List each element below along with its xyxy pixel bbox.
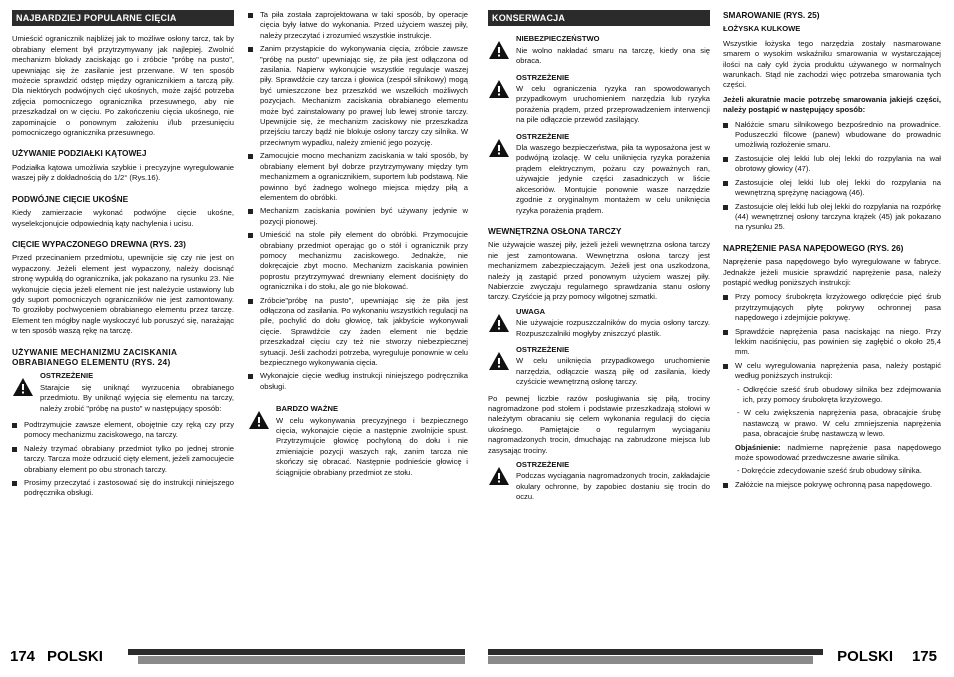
list-item: Zastosujcie olej lekki lub olej lekki do rozpylania na rozpórkę (44) wewnętrznej osłony tarczyna krążek (45) jak pokazano na rysunku 25. <box>723 202 941 233</box>
footer-rule <box>128 649 465 655</box>
square-bullet-icon <box>12 423 17 428</box>
warning-text: Podczas wyciągania nagromadzonych trocin, zakładajcie okulary ochronne, by zapobiec dostaniu się trocin do oczu. <box>516 471 710 502</box>
paragraph-bold: Jeżeli akuratnie macie potrzebę smarowania jakiejś części, należy postąpić w następujący sposób: <box>723 94 941 115</box>
square-bullet-icon <box>723 330 728 335</box>
paragraph: Naprężenie pasa napędowego było wyregulowane w fabryce. Jednakże jeżeli musicie sprawdzić naprężenie pasa, należy postąpić według poniższych instrukcji: <box>723 257 941 287</box>
paragraph: Umieścić ogranicznik najbliżej jak to możliwe osłony tarcz, tak by obrabiany element był przytrzymywany jak najlepiej. Zwolnić mechanizm blokady zaciskając go i zróbcie "próbę na pusto", upewniając się że zasilanie jest przerwane. W ten sposób możecie sprawdzić odstęp między ogranicznikiem a tarczą piły. Dla niektórych podwójnych cięć ukośnych, może zajść potrzeba zdjęcia pomocniczego ogranicznika przesuwnego, aby nie przeszkadzał on w cięciu. Po zakończeniu cięcia ukośnego, nie zapominajcie o ponownym założeniu i/lub przesunięciu pomocniczego ogranicznika przesuwnego. <box>12 34 234 138</box>
list-item: Prosimy przeczytać i zastosować się do instrukcji niniejszego podręcznika obsługi. <box>12 478 234 499</box>
section-bar: NAJBARDZIEJ POPULARNE CIĘCIA <box>12 10 234 26</box>
caution-icon <box>488 313 516 335</box>
warning-heading: OSTRZEŻENIE <box>40 371 94 381</box>
bullet-list <box>723 120 941 233</box>
list-item: Załóżcie na miejsce pokrywę ochronną pasa napędowego. <box>723 480 941 490</box>
warning-block <box>12 371 234 414</box>
list-item: Zamocujcie mocno mechanizm zaciskania w taki sposób, by obrabiany element był dobrze przytrzymywany między tym mechanizmem a ogranicznikiem, suportem lub podstawą. Nie powinno być żadnego wolnego miejsca między piłą a elementem do obróbki. <box>248 151 468 203</box>
square-bullet-icon <box>248 47 253 52</box>
square-bullet-icon <box>723 157 728 162</box>
warning-icon <box>12 377 40 399</box>
square-bullet-icon <box>12 447 17 452</box>
explanation-text: nadmierne naprężenie pasa napędowego może spowodować przedwczesne awarie silnika. <box>735 442 941 463</box>
page-number: 175 <box>911 647 937 665</box>
section-bar: KONSERWACJA <box>488 10 710 26</box>
square-bullet-icon <box>248 13 253 18</box>
bullet-list <box>12 420 234 499</box>
list-item: Wykonajcie cięcie według instrukcji niniejszego podręcznika obsługi. <box>248 371 468 392</box>
warning-block <box>488 345 710 388</box>
dash-item: - Dokręćcie zdecydowanie sześć śrub obudowy silnika. <box>737 466 922 476</box>
square-bullet-icon <box>723 123 728 128</box>
section-heading: SMAROWANIE (RYS. 25) <box>723 10 820 20</box>
list-item: Umieścić na stole piły element do obróbki. Przymocujcie obrabiany przedmiot operając go o stół i ogranicznik przy pomocy mechanizmu zaciskowego. Jednakże, nie dokręcajcie zbyt mocno. Mechanizm zaciskania powinien poprostu przytrzymywać drewniany element dociśnięty do ogranicznika i do stołu, ale go nie blokować. <box>248 230 468 292</box>
square-bullet-icon <box>723 181 728 186</box>
list-item: Zastosujcie olej lekki lub olej lekki do rozpylania na wał obrotowy głowicy (47). <box>723 154 941 175</box>
warning-heading: UWAGA <box>516 306 546 316</box>
paragraph: Po pewnej liczbie razów posługiwania się piłą, trociny nagromadzone pod stołem i podstawie przeszkadzają stołowi w należytym obracaniu się celem wykonania regulacji do cięcia ukośnego. Pamiętajcie o regularnym wyciąganiu nagromadzonych trocin, dmuchając na zabrudzone miejsca lub zasysając trociny. <box>488 393 710 455</box>
bullet-list <box>723 480 941 490</box>
section-heading: UŻYWANIE PODZIAŁKI KĄTOWEJ <box>12 148 147 159</box>
explanation <box>735 443 941 464</box>
section-heading: UŻYWANIE MECHANIZMU ZACISKANIA OBRABIANEGO ELEMENTU (RYS. 24) <box>12 346 177 367</box>
warning-icon <box>488 466 516 488</box>
section-heading: NAPRĘŻENIE PASA NAPĘDOWEGO (RYS. 26) <box>723 242 904 253</box>
paragraph: Kiedy zamierzacie wykonać podwójne cięcie ukośne, wyselekcjonujcie odpowiednią kąty nachylenia i ucisu. <box>12 208 234 228</box>
warning-text: Dla waszego bezpieczeństwa, piła ta wyposażona jest w podwójną izolację. W celu uniknięcia ryzyka porażenia prądem elektrycznym, pożaru czy poważnych ran, używajcie jedynie części zasadniczych w liście akcesoriów. Montujcie ponownie wasze narzędzie zgodnie z oryginalnym montażem w celu uniknięcia ryzyka porażenia prądem. <box>516 143 710 215</box>
footer-band <box>138 656 465 664</box>
square-bullet-icon <box>12 481 17 486</box>
paragraph: Wszystkie łożyska tego narzędzia zostały nasmarowane smarem o wysokim wskaźniku smarowania w wystarczającej ilości na cały cykl życia produktu używanego w normalnych warunkach. Stąd nie zachodzi więc potrzeba smarowania tych części. <box>723 38 941 90</box>
footer-rule <box>488 649 823 655</box>
bullet-list <box>723 292 941 381</box>
warning-text: W celu uniknięcia przypadkowego uruchomienie narzędzia, odłączcie waszą piłę od zasilania, kiedy czyścicie wewnętrzną osłonę tarczy. <box>516 356 710 387</box>
square-bullet-icon <box>248 209 253 214</box>
explanation-label: Objaśnienie: <box>735 442 781 452</box>
square-bullet-icon <box>723 483 728 488</box>
warning-icon <box>488 138 516 160</box>
section-heading: PODWÓJNE CIĘCIE UKOŚNE <box>12 193 129 204</box>
warning-text: W celu wykonywania precyzyjnego i bezpiecznego cięcia, wykonajcie cięcie a następnie zwolnijcie spust. Przytrzymujcie głowicę pochyloną do dołu i nie zmieniajcie pozycji waszych rąk, zanim tarcza nie skończy się obracać. Następnie podnieście głowicę i ściągnijcie obrabiany przedmiot ze stołu. <box>276 415 468 477</box>
warning-icon <box>488 79 516 101</box>
warning-text: Nie wolno nakładać smaru na tarczę, kiedy ona się obraca. <box>516 45 710 66</box>
warning-heading: OSTRZEŻENIE <box>516 72 570 82</box>
warning-heading: OSTRZEŻENIE <box>516 460 570 470</box>
square-bullet-icon <box>248 299 253 304</box>
dash-item: - Odkręćcie sześć śrub obudowy silnika bez zdejmowania ich, przy pomocy śrubokręta krzyżowego. <box>737 384 941 404</box>
bullet-list <box>248 10 468 392</box>
square-bullet-icon <box>248 374 253 379</box>
warning-block <box>488 132 710 216</box>
footer-right <box>488 647 943 665</box>
paragraph: Przed przecinaniem przedmiotu, upewnijcie się czy nie jest on wypaczony. Jeżeli element jest wypaczony, należy docisnąć stronę wypukłą do ogranicznika, jak pokazano na rysunku 23. Nie wykonujcie cięcia jeżeli element nie jest należycie ustawiony lub gdy suport pomocniczych ograniczników nie jest zamontowany. To groziłoby pochwyceniem obrabianego elementu przez tarczę. Element ten mógłby nagle wyskoczyć lub poruszyć się, narażając w ten sposób waszą rękę na tarczę. <box>12 253 234 336</box>
danger-icon <box>488 40 516 62</box>
left-column-2 <box>248 10 468 484</box>
footer-band <box>488 656 813 664</box>
right-column-2 <box>723 10 941 493</box>
sub-heading: ŁOŻYSKA KULKOWE <box>723 24 801 34</box>
square-bullet-icon <box>723 364 728 369</box>
list-item: Zanim przystąpicie do wykonywania cięcia, zróbcie zawsze "próbę na pusto" upewniając się, że piła jest odłączona od zasilania. Napierw wykonujcie wszystkie regulacje waszej piły. Sprawdźcie czy tarcza i głowica (zespół silnikowy) mogą być umieszczone bez przeszkód we wszelkich możliwych pozycjach. Mechanizm zaciskania obrabianego elementu może być zainstalowany po prawej lub lewej stronie tarczy. Upewnijcie się, że mechanizm zaciskowy nie przeszkadza przejściu tarczy bądź nie blokuje osłony tarczy czy silnika. W przeciwnym wypadku, należy zmienić jego pozycję. <box>248 44 468 148</box>
right-column-1 <box>488 10 710 509</box>
warning-heading: OSTRZEŻENIE <box>516 344 570 354</box>
warning-block <box>488 73 710 126</box>
footer-left <box>10 647 465 665</box>
list-item: Sprawdźcie naprężenia pasa naciskając na niego. Przy lekkim naciśnięciu, pas powinien się zagłębić o około 25,4 mm. <box>723 327 941 358</box>
warning-block <box>488 34 710 66</box>
list-item: Zróbcie"próbę na pusto", upewniając się że piła jest odłączona od zasilania. Po wykonaniu wszystkich regulacji na pile, pochylić do dołu głowicę, tak jakbyście wykonywali cięcie. Sprawdźcie czy żaden element nie będzie przeszkadzał cięciu czy też nie stworzy niebezpiecznej sytuacji. Jeśli zachodzi potrzeba, wyreguluje ponownie w celu bezpiecznego wykonywania cięcia. <box>248 296 468 369</box>
warning-block <box>488 307 710 339</box>
warning-icon <box>248 410 276 432</box>
list-item: Podtrzymujcie zawsze element, obojętnie czy ręką czy przy pomocy mechanizmu zaciskowego, na tarczy. <box>12 420 234 441</box>
warning-icon <box>488 351 516 373</box>
list-item: Należy trzymać obrabiany przedmiot tylko po jednej stronie tarczy. Tarcza może odrzucić cięty element, jeżeli zamocujecie obrabiany element po obu stronach tarczy. <box>12 444 234 475</box>
language-label: POLSKI <box>47 647 103 665</box>
square-bullet-icon <box>723 295 728 300</box>
list-item: Zastosujcie olej lekki lub olej lekki do rozpylania na wewnętrzną sprężynę naciągową (46). <box>723 178 941 199</box>
warning-text: W celu ograniczenia ryzyka ran spowodowanych przypadkowym uruchomieniem narzędzia lub ryzyka porażenia prądem, przed przeprowadzeniem interwencji na pile odłączcie przewód zasilający. <box>516 84 710 125</box>
paragraph: Podziałka kątowa umożliwia szybkie i precyzyjne wyregulowanie waszej piły z dokładnością do 1/2° (Rys.16). <box>12 162 234 183</box>
list-item: Mechanizm zaciskania powinien być używany jedynie w pozycji pionowej. <box>248 206 468 227</box>
list-item: Nałóżcie smaru silnikowego bezpośrednio na prowadnice. Poduszeczki filcowe (panew) wbudowane do prowadnic umożliwią rozłożenie smaru. <box>723 120 941 151</box>
paragraph: Nie używajcie waszej piły, jeżeli jeżeli wewnętrzna osłona tarczy nie jest zamontowana. Wewnętrzna osłona tarczy jest mechanizmem zabezpieczającym. Jeżeli jest ona uszkodzona, należy ją zastąpić przed ponownym użyciem waszej piły. Nabierzcie zwyczaju regularnego sprawdzania stanu osłony tarczy. Czyśćcie ją przy pomocy wilgotnej szmatki. <box>488 240 710 302</box>
warning-heading: BARDZO WAŻNE <box>276 404 339 414</box>
square-bullet-icon <box>723 205 728 210</box>
list-item: Przy pomocy śrubokręta krzyżowego odkręćcie pięć śrub przytrzymujących płytę pokrywy ochronnej pasa napędowego i zdejmijcie pokrywę. <box>723 292 941 323</box>
square-bullet-icon <box>248 154 253 159</box>
warning-block <box>488 460 710 503</box>
page-number: 174 <box>10 647 36 665</box>
list-item: W celu wyregulowania naprężenia pasa, należy postąpić według poniższych instrukcji: <box>723 361 941 382</box>
dash-item: - W celu zwiększenia naprężenia pasa, obracajcie śrubę nastawczą w prawo. W celu zmniejszenia naprężenia pasa, obracajcie śrubę nastawczą w lewo. <box>737 408 941 439</box>
warning-text: Starajcie się uniknąć wyrzucenia obrabianego przedmiotu. By uniknąć wyjęcia się elementu na tarczy, należy zrobić "próbę na pusto" w następujący sposób: <box>40 382 234 413</box>
left-column-1 <box>12 10 234 502</box>
warning-heading: NIEBEZPIECZEŃSTWO <box>516 34 600 44</box>
language-label: POLSKI <box>837 647 893 665</box>
warning-text: Nie używajcie rozpuszczalników do mycia osłony tarczy. Rozpuszczalniki mogłyby zniszczyć plastik. <box>516 318 710 338</box>
warning-heading: OSTRZEŻENIE <box>516 131 570 141</box>
section-heading: CIĘCIE WYPACZONEGO DREWNA (RYS. 23) <box>12 238 186 249</box>
section-heading: WEWNĘTRZNA OSŁONA TARCZY <box>488 225 622 236</box>
square-bullet-icon <box>248 233 253 238</box>
list-item: Ta piła została zaprojektowana w taki sposób, by operacje cięcia były łatwe do wykonania. Przed użyciem waszej piły, należy przeczytać i zrozumieć wszystkie instrukcje. <box>248 10 468 41</box>
warning-block <box>248 404 468 478</box>
